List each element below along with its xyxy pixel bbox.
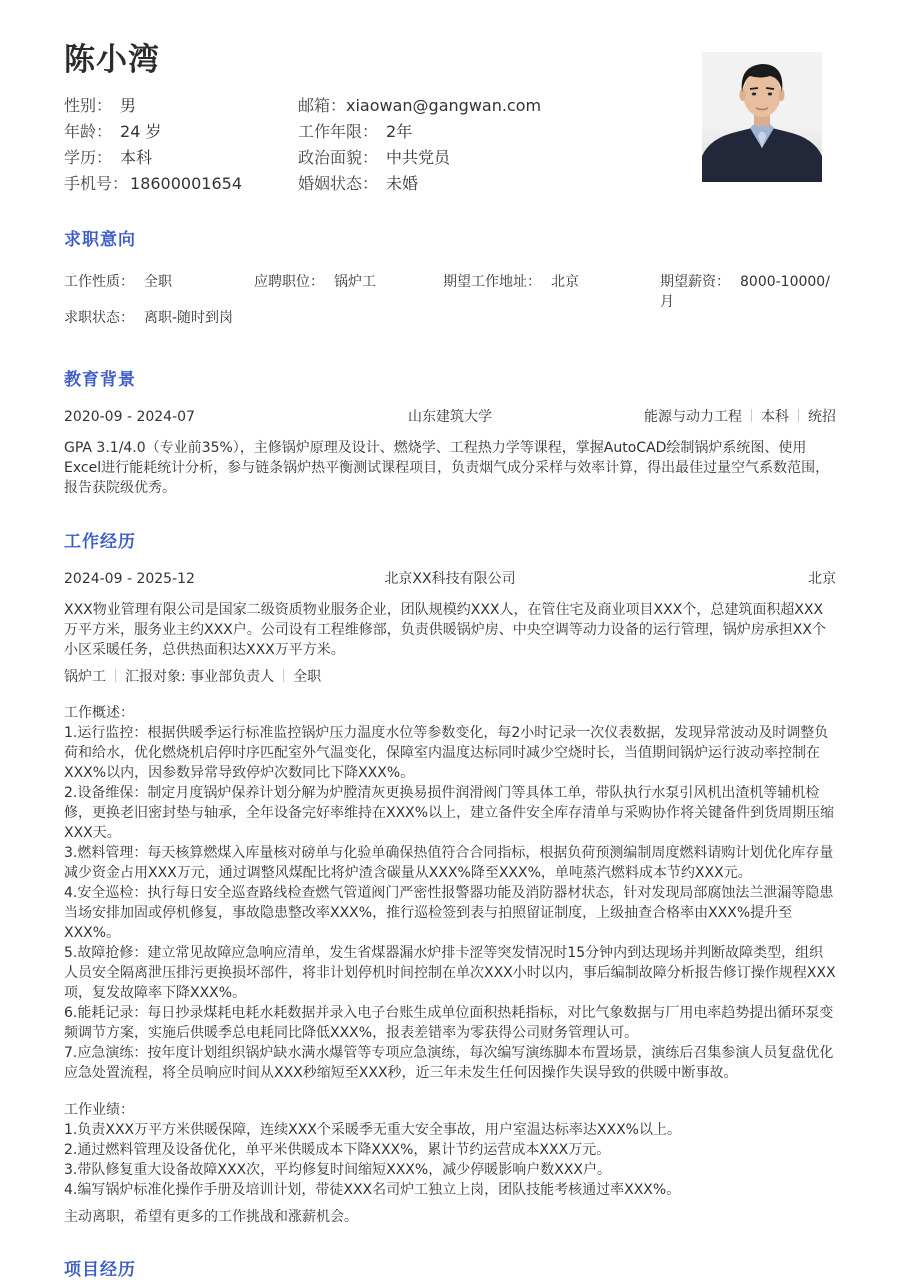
info-gender: [64, 93, 136, 116]
work-achievement-label: 工作业绩：: [64, 1102, 134, 1118]
info-label: 性别：: [64, 96, 113, 115]
info-age: [64, 119, 161, 142]
intent-value: 全职: [144, 274, 172, 290]
education-school: 山东建筑大学: [408, 409, 492, 425]
work-duty-item: 4.安全巡检：执行每日安全巡查路线检查燃气管道阀门严密性报警器功能及消防器材状态，针对发现局部腐蚀法兰泄漏等隐患当场安排加固或停机修复，事故隐患整改率XXX%，推行巡检签到表与拍照留证制度，上级抽查合格率由XXX%提升至XXX%。: [64, 885, 834, 941]
section-title-intent: 求职意向: [64, 230, 136, 250]
candidate-name: 陈小湾: [64, 42, 160, 78]
work-achievement-item: 2.通过燃料管理及设备优化，单平米供暖成本下降XXX%，累计节约运营成本XXX万元。: [64, 1142, 611, 1158]
intent-value: 锅炉工: [334, 274, 376, 290]
info-value: 男: [120, 96, 137, 115]
work-duty-item: 7.应急演练：按年度计划组织锅炉缺水满水爆管等专项应急演练，每次编写演练脚本布置场景，演练后召集参演人员复盘优化应急处置流程，将全员响应时间从XXX秒缩短至XXX秒，近三年未发生任何因操作失误导致的供暖中断事故。: [64, 1045, 834, 1081]
work-company: 北京XX科技有限公司: [384, 571, 516, 587]
intent-value: 8000-10000/月: [660, 274, 830, 310]
education-major: 能源与动力工程: [644, 409, 742, 425]
work-overview-label: 工作概述：: [64, 705, 134, 721]
intent-label: 期望薪资：: [660, 274, 730, 290]
work-type: 全职: [293, 669, 322, 685]
education-period: 2020-09 - 2024-07: [64, 409, 195, 425]
intent-value: 北京: [551, 274, 579, 290]
info-label: 工作年限：: [298, 122, 379, 141]
profile-photo: [702, 52, 822, 182]
info-value: xiaowan@gangwan.com: [346, 96, 542, 115]
intent-salary: [660, 272, 836, 312]
intent-work-type: [64, 272, 172, 292]
work-duty-item: 1.运行监控：根据供暖季运行标准监控锅炉压力温度水位等参数变化，每2小时记录一次仪表数据，发现异常波动及时调整负荷和给水，优化燃烧机启停时序匹配室外气温变化，保障室内温度达标同时减少空烧时长，当值期间锅炉运行波动率控制在XXX%以内，因参数异常导致停炉次数同比下降XXX%。: [64, 725, 829, 781]
divider: [798, 409, 799, 422]
intent-status: [64, 308, 233, 328]
work-achievement-item: 4.编写锅炉标准化操作手册及培训计划，带徒XXX名司炉工独立上岗，团队技能考核通过率XXX%。: [64, 1182, 681, 1198]
work-achievement-item: 1.负责XXX万平方米供暖保障，连续XXX个采暖季无重大安全事故，用户室温达标率达XXX%以上。: [64, 1122, 681, 1138]
intent-value: 离职-随时到岗: [144, 310, 234, 326]
info-education: [64, 145, 152, 168]
intent-label: 期望工作地址：: [443, 274, 541, 290]
intent-location: [443, 272, 579, 292]
info-label: 邮箱：: [298, 96, 347, 115]
work-location: 北京: [808, 571, 836, 587]
info-marital: [298, 171, 418, 194]
info-phone: [64, 171, 242, 194]
work-duty-item: 2.设备维保：制定月度锅炉保养计划分解为炉膛清灰更换易损件润滑阀门等具体工单，带队执行水泵引风机出渣机等辅机检修，更换老旧密封垫与轴承，全年设备完好率维持在XXX%以上，建立备件安全库存清单与采购协作将关键备件到货周期压缩XXX天。: [64, 785, 835, 841]
work-role: 锅炉工: [64, 669, 106, 685]
education-degree: 本科: [761, 409, 789, 425]
section-title-project: 项目经历: [64, 1260, 136, 1280]
divider: [115, 669, 116, 682]
intent-position: [254, 272, 376, 292]
info-value: 2年: [386, 122, 413, 141]
section-title-work: 工作经历: [64, 532, 136, 552]
info-political: [298, 145, 450, 168]
info-value: 18600001654: [130, 174, 242, 193]
intent-label: 工作性质：: [64, 274, 134, 290]
intent-label: 求职状态：: [64, 310, 134, 326]
profile-photo-image: [702, 52, 822, 182]
leaving-reason: 主动离职，希望有更多的工作挑战和涨薪机会。: [64, 1209, 358, 1225]
intent-label: 应聘职位：: [254, 274, 324, 290]
work-period: 2024-09 - 2025-12: [64, 571, 195, 587]
work-duty-item: 5.故障抢修：建立常见故障应急响应清单，发生省煤器漏水炉排卡涩等突发情况时15分钟内到达现场并判断故障类型，组织人员安全隔离泄压排污更换损坏部件，将非计划停机时间控制在单次XXX小时以内，事后编制故障分析报告修订操作规程XXX项，复发故障率下降XXX%。: [64, 945, 836, 1001]
work-duty-item: 3.燃料管理：每天核算燃煤入库量核对磅单与化验单确保热值符合合同指标，根据负荷预测编制周度燃料请购计划优化库存量减少资金占用XXX万元，通过调整风煤配比将炉渣含碳量从XXX%降至XXX%，单吨蒸汽燃料成本节约XXX元。: [64, 845, 834, 881]
education-description: GPA 3.1/4.0（专业前35%），主修锅炉原理及设计、燃烧学、工程热力学等课程，掌握AutoCAD绘制锅炉系统图、使用Excel进行能耗统计分析，参与链条锅炉热平衡测试课程项目，负责烟气成分采样与效率计算，得出最佳过量空气系数范围，报告获院级优秀。: [64, 440, 830, 496]
info-value: 24 岁: [120, 122, 162, 141]
info-value: 本科: [120, 148, 153, 167]
info-value: 中共党员: [386, 148, 451, 167]
education-enrollment: 统招: [808, 409, 836, 425]
info-value: 未婚: [386, 174, 419, 193]
info-work-years: [298, 119, 412, 142]
work-duty-item: 6.能耗记录：每日抄录煤耗电耗水耗数据并录入电子台账生成单位面积热耗指标，对比气象数据与厂用电率趋势提出循环泵变频调节方案，实施后供暖季总电耗同比降低XXX%，报表差错率为零获得公司财务管理认可。: [64, 1005, 834, 1041]
section-title-education: 教育背景: [64, 370, 136, 390]
info-label: 政治面貌：: [298, 148, 379, 167]
work-report-to: 汇报对象: 事业部负责人: [125, 669, 275, 685]
divider: [283, 669, 284, 682]
info-label: 学历：: [64, 148, 113, 167]
info-label: 婚姻状态：: [298, 174, 379, 193]
work-achievements: [64, 1100, 836, 1200]
divider: [751, 409, 752, 422]
company-description: XXX物业管理有限公司是国家二级资质物业服务企业，团队规模约XXX人，在管住宅及商业项目XXX个，总建筑面积超XXX万平方米，服务业主约XXX户。公司设有工程维修部，负责供暖锅炉房、中央空调等动力设备的运行管理，锅炉房承担XX个小区采暖任务，总供热面积达XXX万平方米。: [64, 602, 826, 658]
work-tags: [64, 667, 836, 687]
work-overview: [64, 703, 836, 1083]
info-label: 手机号：: [64, 174, 129, 193]
info-email: [298, 93, 541, 116]
work-achievement-item: 3.带队修复重大设备故障XXX次，平均修复时间缩短XXX%，减少停暖影响户数XXX户。: [64, 1162, 611, 1178]
info-label: 年龄：: [64, 122, 113, 141]
education-tags: [644, 407, 836, 427]
